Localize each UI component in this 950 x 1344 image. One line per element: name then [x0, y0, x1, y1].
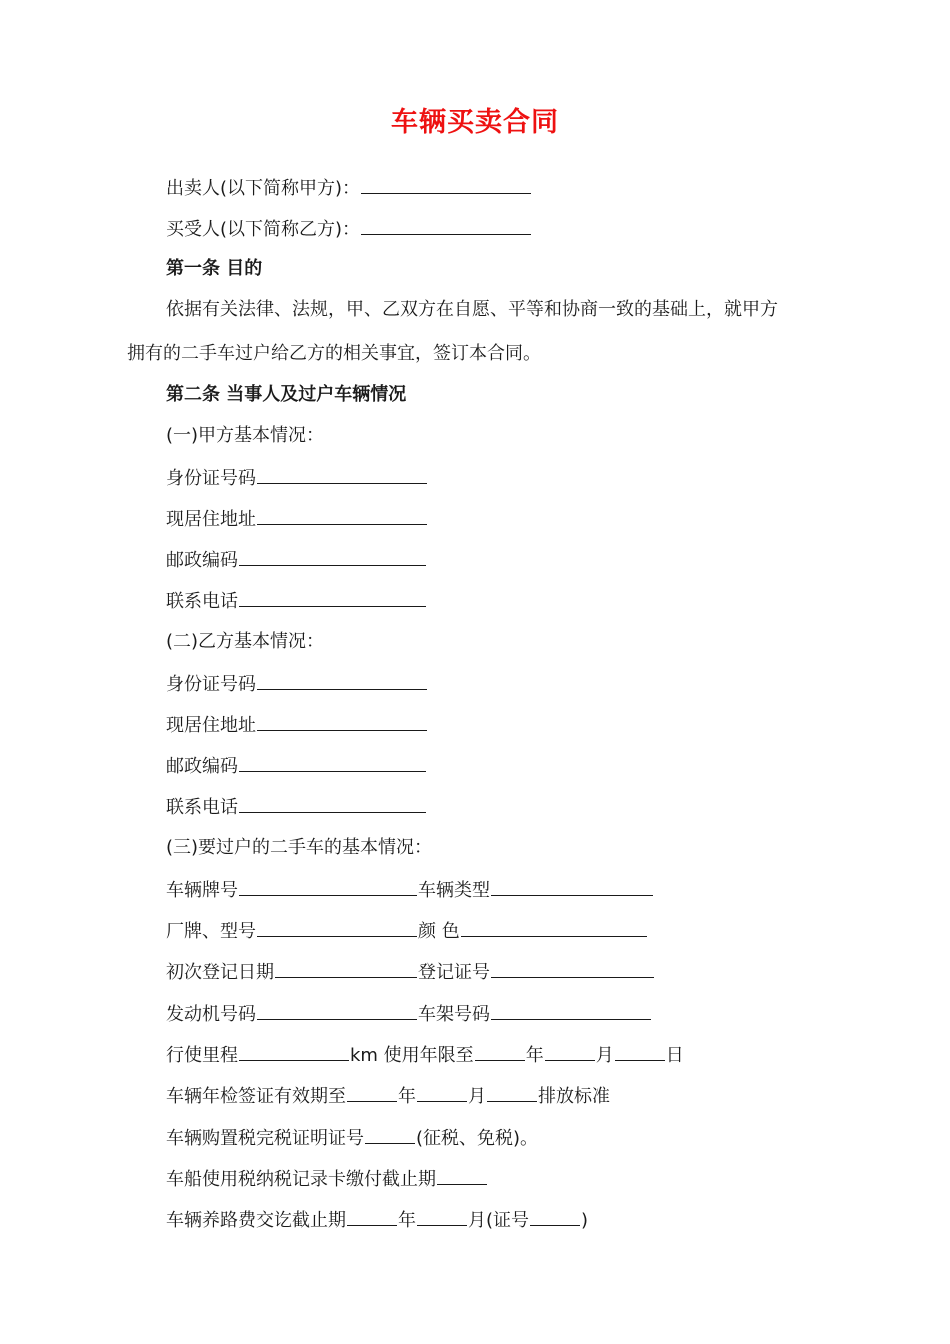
vessel-tax-line — [166, 1166, 488, 1192]
cert-open: (证号 — [486, 1210, 530, 1231]
id-label: 身份证号码 — [166, 468, 256, 489]
vehicle-heading: (三)要过户的二手车的基本情况： — [166, 837, 433, 858]
party-a-phone-line — [166, 588, 427, 614]
reg-cert-blank[interactable] — [491, 959, 654, 978]
party-b-postcode-line — [166, 753, 427, 779]
brand-color-line — [166, 918, 648, 944]
road-fee-cert-blank[interactable] — [530, 1207, 580, 1226]
vessel-tax-blank[interactable] — [437, 1166, 487, 1185]
seller-line — [166, 175, 532, 201]
road-fee-year-blank[interactable] — [347, 1207, 397, 1226]
address-label: 现居住地址 — [166, 715, 256, 736]
party-a-heading: (一)甲方基本情况： — [166, 425, 325, 446]
article1-heading: 第一条 目的 — [166, 258, 263, 279]
type-label: 车辆类型 — [418, 880, 490, 901]
document-title: 车辆买卖合同 — [391, 107, 559, 138]
expiry-year-blank[interactable] — [475, 1042, 525, 1061]
road-fee-label: 车辆养路费交讫截止期 — [166, 1210, 346, 1231]
purchase-tax-line — [166, 1125, 538, 1151]
party-b-id-line — [166, 671, 428, 697]
day-text: 日 — [665, 1045, 684, 1066]
vessel-tax-label: 车船使用税纳税记录卡缴付截止期 — [166, 1169, 436, 1190]
brand-label: 厂牌、型号 — [166, 921, 256, 942]
purchase-tax-blank[interactable] — [365, 1125, 415, 1144]
inspection-label: 车辆年检签证有效期至 — [166, 1086, 346, 1107]
year-text: 年 — [525, 1045, 544, 1066]
emission-label: 排放标准 — [538, 1086, 610, 1107]
mileage-line — [166, 1042, 684, 1068]
party-b-postcode-blank[interactable] — [239, 753, 426, 772]
first-reg-label: 初次登记日期 — [166, 962, 274, 983]
party-a-id-line — [166, 465, 428, 491]
road-fee-line — [166, 1207, 588, 1233]
party-a-address-blank[interactable] — [257, 506, 427, 525]
party-b-phone-line — [166, 794, 427, 820]
phone-label: 联系电话 — [166, 591, 238, 612]
party-b-id-blank[interactable] — [257, 671, 427, 690]
month-text: 月 — [595, 1045, 614, 1066]
buyer-label: 买受人(以下简称乙方)： — [166, 219, 361, 240]
engine-blank[interactable] — [257, 1001, 417, 1020]
first-reg-blank[interactable] — [275, 959, 417, 978]
phone-label: 联系电话 — [166, 797, 238, 818]
plate-type-line — [166, 877, 654, 903]
frame-blank[interactable] — [491, 1001, 651, 1020]
type-blank[interactable] — [491, 877, 653, 896]
road-fee-month-blank[interactable] — [417, 1207, 467, 1226]
year-text: 年 — [398, 1210, 416, 1231]
party-b-phone-blank[interactable] — [239, 794, 426, 813]
mileage-blank[interactable] — [239, 1042, 349, 1061]
party-b-address-blank[interactable] — [257, 712, 427, 731]
engine-frame-line — [166, 1001, 652, 1027]
article1-text-line2: 拥有的二手车过户给乙方的相关事宜，签订本合同。 — [127, 343, 541, 364]
buyer-line — [166, 216, 532, 242]
month-text: 月 — [468, 1210, 486, 1231]
article1-text-line1: 依据有关法律、法规，甲、乙双方在自愿、平等和协商一致的基础上，就甲方 — [166, 299, 778, 320]
color-label: 颜 色 — [418, 921, 460, 942]
party-b-heading: (二)乙方基本情况： — [166, 631, 325, 652]
address-label: 现居住地址 — [166, 509, 256, 530]
postcode-label: 邮政编码 — [166, 550, 238, 571]
party-a-postcode-line — [166, 547, 427, 573]
party-a-phone-blank[interactable] — [239, 588, 426, 607]
year-text: 年 — [398, 1086, 416, 1107]
km-text: km 使用年限至 — [350, 1045, 474, 1066]
emission-blank[interactable] — [487, 1083, 537, 1102]
party-a-address-line — [166, 506, 428, 532]
party-b-address-line — [166, 712, 428, 738]
party-a-postcode-blank[interactable] — [239, 547, 426, 566]
brand-blank[interactable] — [257, 918, 417, 937]
expiry-month-blank[interactable] — [545, 1042, 595, 1061]
inspection-year-blank[interactable] — [347, 1083, 397, 1102]
id-label: 身份证号码 — [166, 674, 256, 695]
frame-label: 车架号码 — [418, 1004, 490, 1025]
postcode-label: 邮政编码 — [166, 756, 238, 777]
month-text: 月 — [468, 1086, 486, 1107]
inspection-month-blank[interactable] — [417, 1083, 467, 1102]
expiry-day-blank[interactable] — [615, 1042, 665, 1061]
plate-label: 车辆牌号 — [166, 880, 238, 901]
party-a-id-blank[interactable] — [257, 465, 427, 484]
engine-label: 发动机号码 — [166, 1004, 256, 1025]
purchase-tax-label: 车辆购置税完税证明证号 — [166, 1128, 364, 1149]
cert-close: ) — [581, 1210, 589, 1231]
first-reg-line — [166, 959, 655, 985]
reg-cert-label: 登记证号 — [418, 962, 490, 983]
color-blank[interactable] — [461, 918, 647, 937]
purchase-tax-suffix: (征税、免税)。 — [416, 1128, 539, 1149]
seller-name-blank[interactable] — [361, 175, 531, 194]
mileage-label: 行使里程 — [166, 1045, 238, 1066]
plate-blank[interactable] — [239, 877, 417, 896]
buyer-name-blank[interactable] — [361, 216, 531, 235]
article2-heading: 第二条 当事人及过户车辆情况 — [166, 384, 407, 405]
inspection-line — [166, 1083, 610, 1109]
seller-label: 出卖人(以下简称甲方)： — [166, 178, 361, 199]
